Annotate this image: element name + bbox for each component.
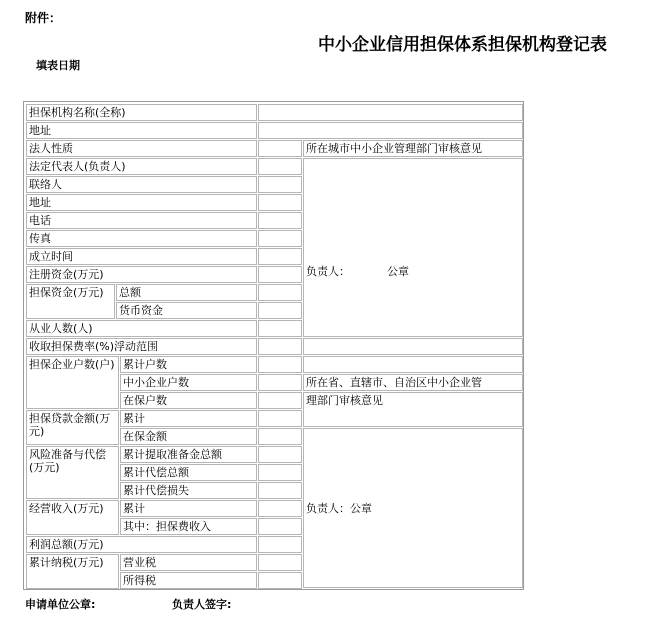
input-established[interactable] bbox=[258, 248, 302, 265]
city-seal-label: 公章 bbox=[387, 265, 409, 278]
input-firms-cumulative[interactable] bbox=[258, 356, 302, 373]
input-contact[interactable] bbox=[258, 176, 302, 193]
input-loan-cumulative[interactable] bbox=[258, 410, 302, 427]
label-established: 成立时间 bbox=[26, 248, 257, 265]
input-reserve-cumulative[interactable] bbox=[258, 446, 302, 463]
blank-cell-right bbox=[303, 338, 523, 355]
city-opinion-box[interactable] bbox=[303, 158, 523, 337]
input-comp-total[interactable] bbox=[258, 464, 302, 481]
label-profit: 利润总额(万元) bbox=[26, 536, 257, 553]
label-province-opinion-2: 理部门审核意见 bbox=[303, 392, 523, 427]
applicant-seal-label: 申请单位公章: bbox=[25, 598, 96, 611]
label-legal-nature: 法人性质 bbox=[26, 140, 257, 157]
label-comp-loss: 累计代偿损失 bbox=[120, 482, 257, 499]
label-risk-reserve: 风险准备与代偿(万元) bbox=[26, 446, 119, 499]
input-employees[interactable] bbox=[258, 320, 302, 337]
label-fee-rate: 收取担保费率(%)浮动范围 bbox=[26, 338, 257, 355]
input-legal-nature[interactable] bbox=[258, 140, 302, 157]
label-revenue-fee: 其中：担保费收入 bbox=[120, 518, 257, 535]
label-contact: 联络人 bbox=[26, 176, 257, 193]
label-revenue-cumulative: 累计 bbox=[120, 500, 257, 517]
input-income-tax[interactable] bbox=[258, 572, 302, 589]
label-guaranteed-firms: 担保企业户数(户) bbox=[26, 356, 119, 409]
input-fax[interactable] bbox=[258, 230, 302, 247]
label-income-tax: 所得税 bbox=[120, 572, 257, 589]
input-comp-loss[interactable] bbox=[258, 482, 302, 499]
input-contact-address[interactable] bbox=[258, 194, 302, 211]
input-phone[interactable] bbox=[258, 212, 302, 229]
label-business-tax: 营业税 bbox=[120, 554, 257, 571]
label-loan-current: 在保金额 bbox=[120, 428, 257, 445]
input-loan-current[interactable] bbox=[258, 428, 302, 445]
input-agency-name[interactable] bbox=[258, 104, 523, 121]
label-taxes: 累计纳税(万元) bbox=[26, 554, 119, 589]
label-province-opinion-1: 所在省、直辖市、自治区中小企业管 bbox=[303, 374, 523, 391]
label-reserve-cumulative: 累计提取准备金总额 bbox=[120, 446, 257, 463]
label-firms-sme: 中小企业户数 bbox=[120, 374, 257, 391]
input-fund-total[interactable] bbox=[258, 284, 302, 301]
page-title: 中小企业信用担保体系担保机构登记表 bbox=[318, 35, 607, 55]
input-address[interactable] bbox=[258, 122, 523, 139]
label-employees: 从业人数(人) bbox=[26, 320, 257, 337]
input-fund-cash[interactable] bbox=[258, 302, 302, 319]
label-comp-total: 累计代偿总额 bbox=[120, 464, 257, 481]
blank-cell-right-2 bbox=[303, 356, 523, 373]
attachment-label: 附件： bbox=[25, 11, 62, 25]
input-firms-current[interactable] bbox=[258, 392, 302, 409]
input-firms-sme[interactable] bbox=[258, 374, 302, 391]
label-contact-address: 地址 bbox=[26, 194, 257, 211]
input-profit[interactable] bbox=[258, 536, 302, 553]
label-loan-amount: 担保贷款金额(万元) bbox=[26, 410, 119, 445]
label-loan-cumulative: 累计 bbox=[120, 410, 257, 427]
province-opinion-box[interactable] bbox=[303, 428, 523, 588]
input-fee-rate[interactable] bbox=[258, 338, 302, 355]
label-fund-total: 总额 bbox=[116, 284, 257, 301]
label-address: 地址 bbox=[26, 122, 257, 139]
label-firms-current: 在保户数 bbox=[120, 392, 257, 409]
input-registered-capital[interactable] bbox=[258, 266, 302, 283]
label-legal-rep: 法定代表人(负责人) bbox=[26, 158, 257, 175]
label-fax: 传真 bbox=[26, 230, 257, 247]
label-registered-capital: 注册资金(万元) bbox=[26, 266, 257, 283]
label-fund-cash: 货币资金 bbox=[116, 302, 257, 319]
input-revenue-fee[interactable] bbox=[258, 518, 302, 535]
label-phone: 电话 bbox=[26, 212, 257, 229]
label-agency-name: 担保机构名称(全称) bbox=[26, 104, 257, 121]
registration-form-table bbox=[23, 101, 524, 590]
label-guarantee-fund: 担保资金(万元) bbox=[26, 284, 115, 319]
label-firms-cumulative: 累计户数 bbox=[120, 356, 257, 373]
label-revenue: 经营收入(万元) bbox=[26, 500, 119, 535]
responsible-sign-label: 负责人签字: bbox=[172, 598, 232, 611]
province-responsible-label: 负责人：公章 bbox=[306, 502, 372, 515]
label-city-opinion: 所在城市中小企业管理部门审核意见 bbox=[303, 140, 523, 157]
input-revenue-cumulative[interactable] bbox=[258, 500, 302, 517]
input-business-tax[interactable] bbox=[258, 554, 302, 571]
fill-date-label: 填表日期 bbox=[36, 59, 80, 72]
input-legal-rep[interactable] bbox=[258, 158, 302, 175]
city-responsible-label: 负责人： bbox=[306, 265, 350, 278]
